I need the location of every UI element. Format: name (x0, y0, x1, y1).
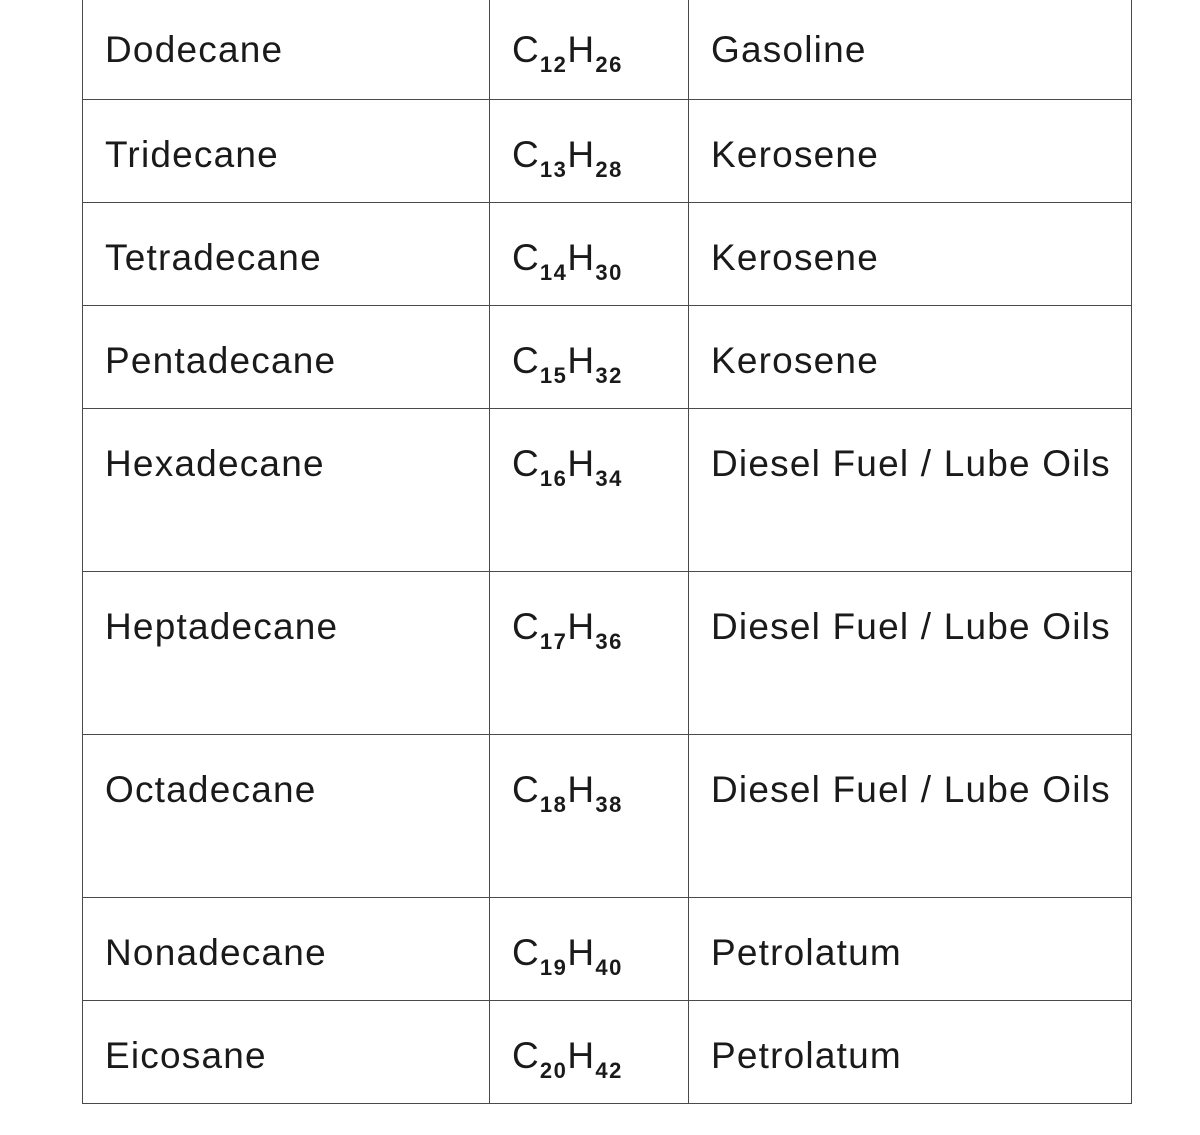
use-cell: Gasoline (689, 0, 1132, 100)
carbon-symbol: C (512, 769, 540, 810)
carbon-count: 17 (539, 629, 568, 654)
table-row (83, 306, 1132, 409)
carbon-count: 15 (539, 363, 568, 388)
use-cell: Petrolatum (689, 1001, 1132, 1104)
hydrogen-symbol: H (567, 237, 596, 278)
carbon-count: 18 (539, 792, 568, 817)
formula-cell (490, 100, 689, 203)
hydrogen-symbol: H (567, 443, 596, 484)
alkane-name-cell: Pentadecane (83, 306, 490, 409)
hydrogen-symbol: H (567, 932, 596, 973)
carbon-symbol: C (512, 443, 540, 484)
formula-cell (490, 1001, 689, 1104)
carbon-count: 20 (539, 1058, 568, 1083)
alkane-name-cell: Nonadecane (83, 898, 490, 1001)
alkane-name-cell: Heptadecane (83, 572, 490, 735)
use-cell: Petrolatum (689, 898, 1132, 1001)
carbon-count: 19 (539, 955, 568, 980)
carbon-count: 13 (539, 157, 568, 182)
table-row (83, 898, 1132, 1001)
use-cell: Kerosene (689, 100, 1132, 203)
hydrogen-symbol: H (567, 606, 596, 647)
formula-cell (490, 735, 689, 898)
alkane-name-cell: Hexadecane (83, 409, 490, 572)
use-cell: Kerosene (689, 203, 1132, 306)
carbon-symbol: C (512, 932, 540, 973)
hydrogen-symbol: H (567, 769, 596, 810)
hydrogen-count: 36 (595, 629, 623, 654)
table-row (83, 572, 1132, 735)
carbon-count: 14 (539, 260, 568, 285)
table-row (83, 0, 1132, 100)
hydrogen-count: 30 (595, 260, 623, 285)
carbon-symbol: C (512, 1035, 540, 1076)
hydrogen-symbol: H (567, 134, 596, 175)
hydrogen-count: 32 (595, 363, 623, 388)
alkane-table (82, 0, 1132, 1104)
formula-cell (490, 0, 689, 100)
formula-cell (490, 572, 689, 735)
table-row (83, 100, 1132, 203)
alkane-name-cell: Dodecane (83, 0, 490, 100)
hydrogen-symbol: H (567, 1035, 596, 1076)
carbon-symbol: C (512, 29, 540, 70)
formula-cell (490, 203, 689, 306)
table-row (83, 1001, 1132, 1104)
hydrogen-count: 42 (595, 1058, 623, 1083)
table-row (83, 409, 1132, 572)
carbon-symbol: C (512, 606, 540, 647)
hydrogen-count: 26 (595, 52, 623, 77)
table-row (83, 735, 1132, 898)
use-cell: Kerosene (689, 306, 1132, 409)
formula-cell (490, 409, 689, 572)
formula-cell (490, 898, 689, 1001)
hydrogen-count: 38 (595, 792, 623, 817)
formula-cell (490, 306, 689, 409)
carbon-symbol: C (512, 237, 540, 278)
hydrogen-symbol: H (567, 29, 596, 70)
alkane-name-cell: Octadecane (83, 735, 490, 898)
carbon-count: 16 (539, 466, 568, 491)
hydrogen-count: 40 (595, 955, 623, 980)
alkane-table-container (82, 0, 1131, 1104)
hydrogen-count: 28 (595, 157, 623, 182)
carbon-count: 12 (539, 52, 568, 77)
use-cell: Diesel Fuel / Lube Oils (689, 409, 1132, 572)
use-cell: Diesel Fuel / Lube Oils (689, 735, 1132, 898)
use-cell: Diesel Fuel / Lube Oils (689, 572, 1132, 735)
carbon-symbol: C (512, 340, 540, 381)
table-row (83, 203, 1132, 306)
alkane-name-cell: Tridecane (83, 100, 490, 203)
alkane-name-cell: Eicosane (83, 1001, 490, 1104)
carbon-symbol: C (512, 134, 540, 175)
hydrogen-count: 34 (595, 466, 623, 491)
alkane-name-cell: Tetradecane (83, 203, 490, 306)
hydrogen-symbol: H (567, 340, 596, 381)
